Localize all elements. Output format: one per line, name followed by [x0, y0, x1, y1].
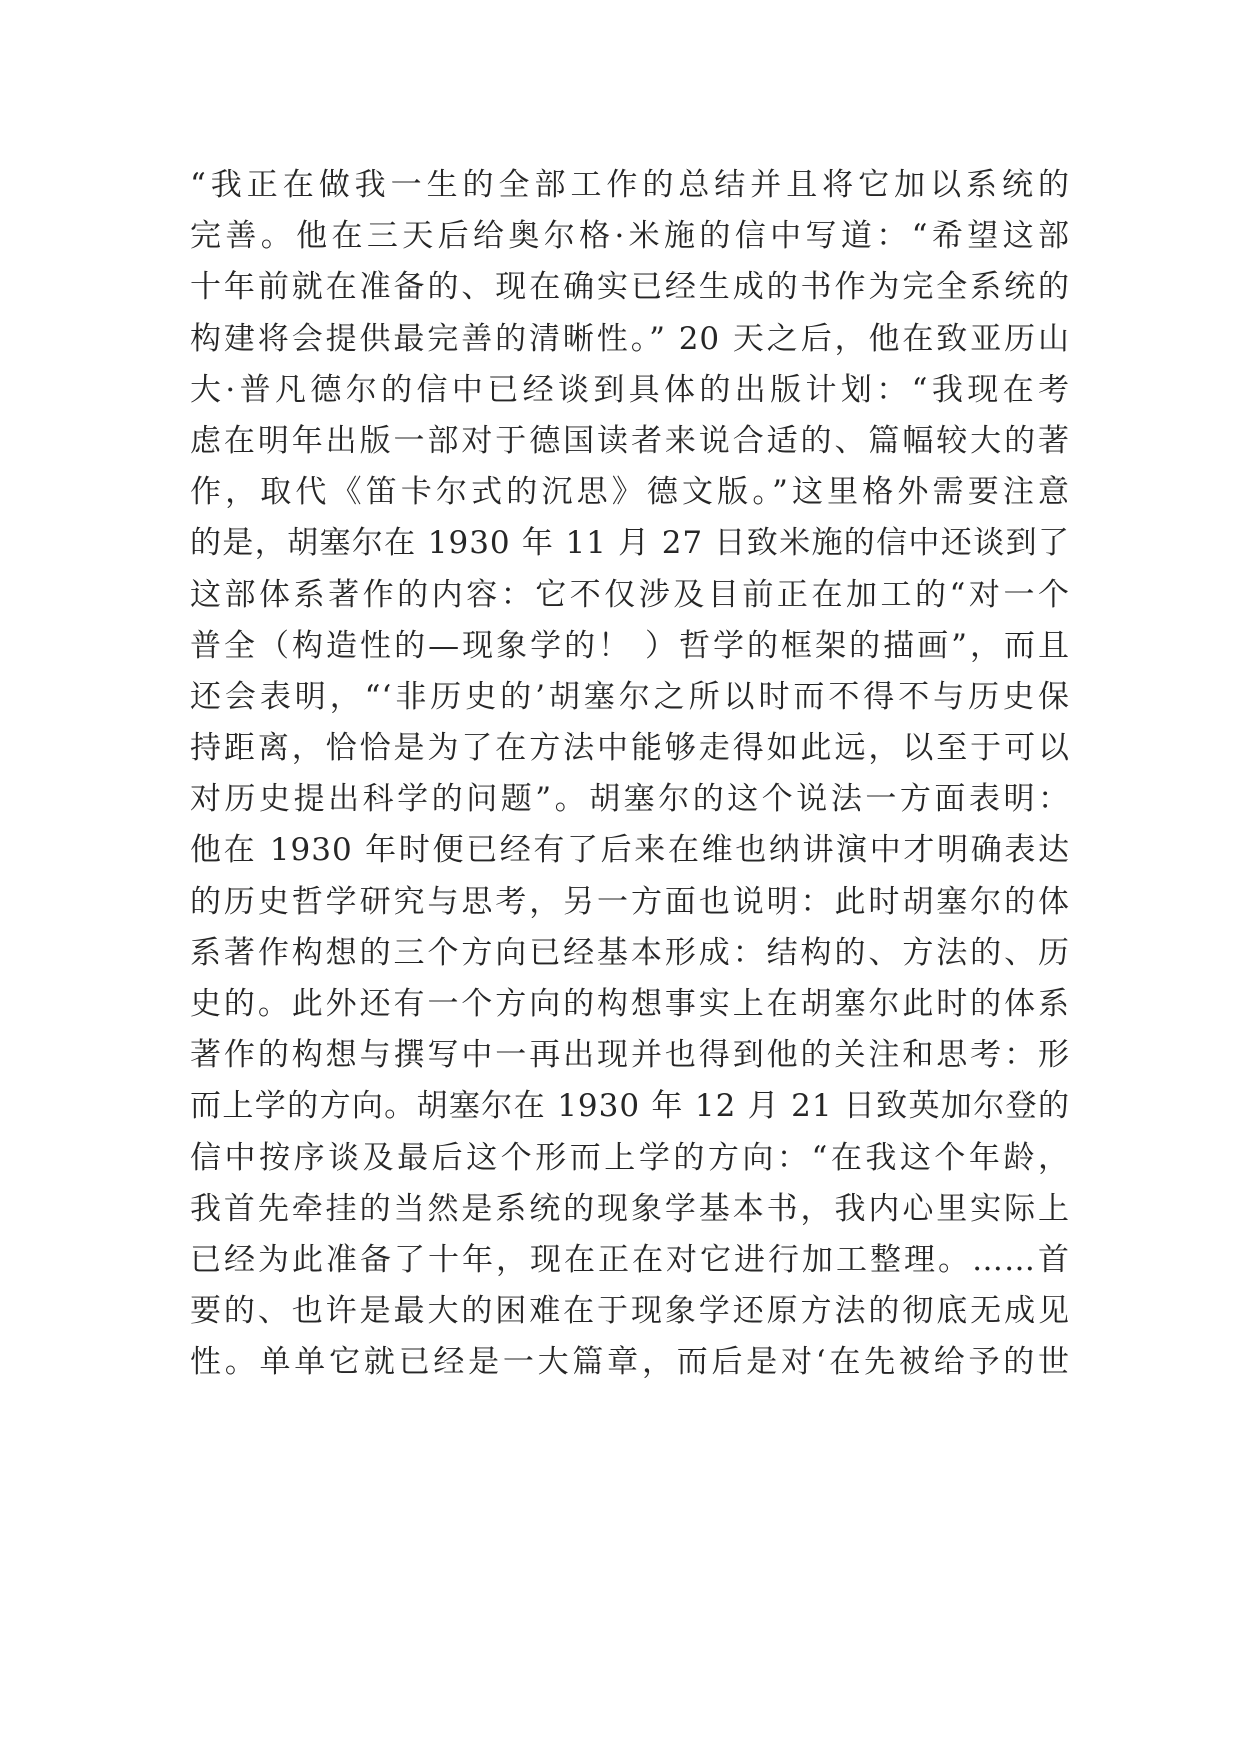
text-line: 大·普凡德尔的信中已经谈到具体的出版计划：“我现在考	[190, 371, 1070, 408]
body-paragraph	[190, 160, 1070, 1389]
text-line: 构建将会提供最完善的清晰性。” 20 天之后，他在致亚历山	[190, 320, 1070, 357]
text-line: 作，取代《笛卡尔式的沉思》德文版。”这里格外需要注意	[190, 474, 1070, 511]
text-line: 对历史提出科学的问题”。胡塞尔的这个说法一方面表明：	[190, 781, 1070, 818]
text-line: 已经为此准备了十年，现在正在对它进行加工整理。……首	[190, 1241, 1070, 1278]
text-line: 的是，胡塞尔在 1930 年 11 月 27 日致米施的信中还谈到了	[190, 525, 1070, 562]
text-line: 我首先牵挂的当然是系统的现象学基本书，我内心里实际上	[190, 1190, 1070, 1227]
text-line: 完善。他在三天后给奥尔格·米施的信中写道：“希望这部	[190, 218, 1070, 255]
text-line: 他在 1930 年时便已经有了后来在维也纳讲演中才明确表达	[190, 832, 1070, 869]
text-line: 虑在明年出版一部对于德国读者来说合适的、篇幅较大的著	[190, 422, 1070, 459]
text-line: 要的、也许是最大的困难在于现象学还原方法的彻底无成见	[190, 1293, 1070, 1330]
text-line: “我正在做我一生的全部工作的总结并且将它加以系统的	[190, 167, 1070, 203]
text-line: 普全（构造性的—现象学的！ ）哲学的框架的描画”，而且	[190, 627, 1070, 664]
text-line: 而上学的方向。胡塞尔在 1930 年 12 月 21 日致英加尔登的	[190, 1088, 1070, 1125]
text-line: 十年前就在准备的、现在确实已经生成的书作为完全系统的	[190, 269, 1070, 306]
text-line: 持距离，恰恰是为了在方法中能够走得如此远，以至于可以	[190, 730, 1070, 767]
text-line: 系著作构想的三个方向已经基本形成：结构的、方法的、历	[190, 934, 1070, 971]
text-line: 的历史哲学研究与思考，另一方面也说明：此时胡塞尔的体	[190, 883, 1070, 920]
text-line: 这部体系著作的内容：它不仅涉及目前正在加工的“对一个	[190, 576, 1070, 613]
text-line: 信中按序谈及最后这个形而上学的方向：“在我这个年龄，	[190, 1139, 1070, 1176]
text-line: 性。单单它就已经是一大篇章，而后是对‘在先被给予的世	[190, 1344, 1070, 1381]
text-line: 著作的构想与撰写中一再出现并也得到他的关注和思考：形	[190, 1037, 1070, 1074]
text-line: 史的。此外还有一个方向的构想事实上在胡塞尔此时的体系	[190, 986, 1070, 1022]
text-line: 还会表明，“‘非历史的’胡塞尔之所以时而不得不与历史保	[190, 678, 1070, 715]
